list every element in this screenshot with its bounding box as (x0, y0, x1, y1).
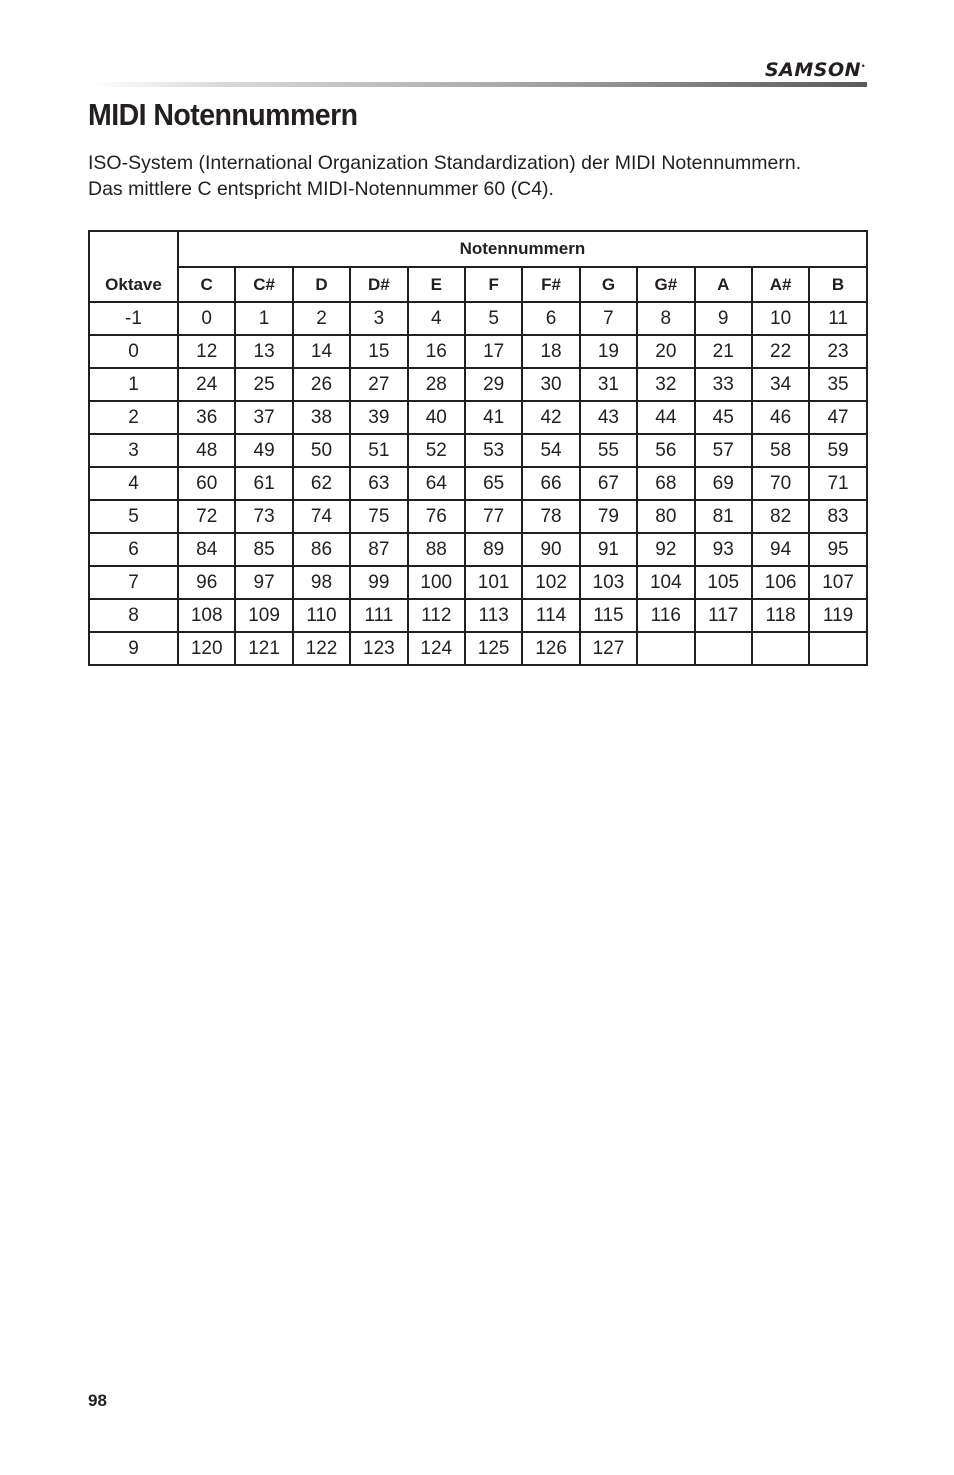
note-number-cell: 121 (235, 632, 292, 665)
intro-line-2: Das mittlere C entspricht MIDI-Notennummer 60 (C4). (88, 178, 554, 200)
note-number-cell: 116 (637, 599, 694, 632)
note-number-cell: 118 (752, 599, 809, 632)
octave-cell: 9 (89, 632, 178, 665)
octave-cell: 5 (89, 500, 178, 533)
note-number-cell (752, 632, 809, 665)
note-number-cell: 40 (408, 401, 465, 434)
note-number-cell: 103 (580, 566, 637, 599)
note-number-cell: 1 (235, 302, 292, 335)
table-super-header-row (89, 231, 867, 267)
header-rule (88, 82, 867, 87)
note-number-cell: 59 (809, 434, 867, 467)
note-number-cell: 33 (695, 368, 752, 401)
note-name-header: F (465, 267, 522, 302)
octave-cell: 4 (89, 467, 178, 500)
note-number-cell: 30 (522, 368, 579, 401)
note-number-cell: 83 (809, 500, 867, 533)
table-row (89, 368, 867, 401)
note-number-cell: 27 (350, 368, 407, 401)
table-row (89, 566, 867, 599)
table-row (89, 434, 867, 467)
note-name-header: D# (350, 267, 407, 302)
note-number-cell: 54 (522, 434, 579, 467)
note-number-cell: 47 (809, 401, 867, 434)
note-number-cell: 25 (235, 368, 292, 401)
note-number-cell: 114 (522, 599, 579, 632)
note-number-cell: 111 (350, 599, 407, 632)
note-number-cell: 49 (235, 434, 292, 467)
note-name-header: B (809, 267, 867, 302)
table-row (89, 467, 867, 500)
note-number-cell: 23 (809, 335, 867, 368)
note-number-cell: 2 (293, 302, 350, 335)
note-number-cell: 69 (695, 467, 752, 500)
note-number-cell: 43 (580, 401, 637, 434)
note-number-cell: 88 (408, 533, 465, 566)
note-number-cell: 24 (178, 368, 235, 401)
octave-cell: 3 (89, 434, 178, 467)
note-number-cell: 78 (522, 500, 579, 533)
note-number-cell: 64 (408, 467, 465, 500)
octave-cell: 0 (89, 335, 178, 368)
note-number-cell: 11 (809, 302, 867, 335)
octave-cell: 2 (89, 401, 178, 434)
table-row (89, 302, 867, 335)
note-number-cell: 44 (637, 401, 694, 434)
note-number-cell: 6 (522, 302, 579, 335)
note-number-cell: 63 (350, 467, 407, 500)
note-name-header-row (89, 267, 867, 302)
note-number-cell: 89 (465, 533, 522, 566)
note-number-cell: 120 (178, 632, 235, 665)
note-number-cell: 53 (465, 434, 522, 467)
note-number-cell: 105 (695, 566, 752, 599)
note-number-cell: 122 (293, 632, 350, 665)
note-number-cell: 58 (752, 434, 809, 467)
note-number-cell: 15 (350, 335, 407, 368)
note-number-cell: 86 (293, 533, 350, 566)
table-row (89, 335, 867, 368)
note-number-cell: 109 (235, 599, 292, 632)
note-number-cell: 123 (350, 632, 407, 665)
table-row (89, 533, 867, 566)
note-number-cell: 71 (809, 467, 867, 500)
note-number-cell: 9 (695, 302, 752, 335)
note-name-header: C# (235, 267, 292, 302)
note-number-cell: 57 (695, 434, 752, 467)
note-name-header: E (408, 267, 465, 302)
note-number-cell (695, 632, 752, 665)
note-number-cell: 101 (465, 566, 522, 599)
note-number-cell: 16 (408, 335, 465, 368)
note-name-header: D (293, 267, 350, 302)
octave-cell: -1 (89, 302, 178, 335)
note-number-cell (809, 632, 867, 665)
note-number-cell: 119 (809, 599, 867, 632)
note-number-cell: 13 (235, 335, 292, 368)
note-number-cell: 52 (408, 434, 465, 467)
midi-note-table (88, 230, 868, 666)
note-number-cell: 51 (350, 434, 407, 467)
note-number-cell: 94 (752, 533, 809, 566)
note-number-cell (637, 632, 694, 665)
note-number-cell: 93 (695, 533, 752, 566)
page-number: 98 (88, 1391, 107, 1410)
note-number-cell: 72 (178, 500, 235, 533)
note-number-cell: 107 (809, 566, 867, 599)
note-number-cell: 127 (580, 632, 637, 665)
note-number-cell: 41 (465, 401, 522, 434)
note-number-cell: 34 (752, 368, 809, 401)
note-number-cell: 21 (695, 335, 752, 368)
note-number-cell: 56 (637, 434, 694, 467)
note-number-cell: 48 (178, 434, 235, 467)
note-number-cell: 14 (293, 335, 350, 368)
octave-cell: 6 (89, 533, 178, 566)
brand-logo (765, 59, 866, 81)
note-number-cell: 79 (580, 500, 637, 533)
note-number-cell: 10 (752, 302, 809, 335)
note-number-cell: 96 (178, 566, 235, 599)
table-body (89, 302, 867, 665)
note-number-cell: 17 (465, 335, 522, 368)
note-number-cell: 100 (408, 566, 465, 599)
note-number-cell: 42 (522, 401, 579, 434)
note-number-cell: 76 (408, 500, 465, 533)
note-number-cell: 8 (637, 302, 694, 335)
note-number-cell: 95 (809, 533, 867, 566)
note-number-cell: 55 (580, 434, 637, 467)
note-numbers-header: Notennummern (178, 231, 867, 267)
intro-paragraph (88, 150, 878, 202)
note-number-cell: 31 (580, 368, 637, 401)
note-number-cell: 85 (235, 533, 292, 566)
intro-line-1: ISO-System (International Organization Standardization) der MIDI Notennummern. (88, 152, 802, 174)
octave-cell: 7 (89, 566, 178, 599)
note-number-cell: 61 (235, 467, 292, 500)
note-number-cell: 70 (752, 467, 809, 500)
note-number-cell: 84 (178, 533, 235, 566)
octave-column-header: Oktave (89, 231, 178, 302)
note-number-cell: 4 (408, 302, 465, 335)
note-number-cell: 5 (465, 302, 522, 335)
note-number-cell: 110 (293, 599, 350, 632)
note-number-cell: 62 (293, 467, 350, 500)
note-name-header: G (580, 267, 637, 302)
octave-cell: 1 (89, 368, 178, 401)
brand-name: SAMSON (764, 59, 862, 81)
note-number-cell: 22 (752, 335, 809, 368)
note-number-cell: 124 (408, 632, 465, 665)
note-number-cell: 39 (350, 401, 407, 434)
note-number-cell: 7 (580, 302, 637, 335)
note-name-header: F# (522, 267, 579, 302)
note-number-cell: 18 (522, 335, 579, 368)
note-number-cell: 80 (637, 500, 694, 533)
note-number-cell: 38 (293, 401, 350, 434)
note-number-cell: 35 (809, 368, 867, 401)
note-number-cell: 82 (752, 500, 809, 533)
note-number-cell: 0 (178, 302, 235, 335)
note-number-cell: 99 (350, 566, 407, 599)
note-number-cell: 68 (637, 467, 694, 500)
note-number-cell: 36 (178, 401, 235, 434)
note-number-cell: 3 (350, 302, 407, 335)
note-number-cell: 29 (465, 368, 522, 401)
note-number-cell: 113 (465, 599, 522, 632)
note-number-cell: 98 (293, 566, 350, 599)
note-number-cell: 97 (235, 566, 292, 599)
note-number-cell: 92 (637, 533, 694, 566)
note-number-cell: 74 (293, 500, 350, 533)
note-number-cell: 19 (580, 335, 637, 368)
table-row (89, 632, 867, 665)
note-number-cell: 91 (580, 533, 637, 566)
note-number-cell: 28 (408, 368, 465, 401)
note-number-cell: 60 (178, 467, 235, 500)
note-name-header: G# (637, 267, 694, 302)
note-name-header: A# (752, 267, 809, 302)
note-number-cell: 87 (350, 533, 407, 566)
note-number-cell: 26 (293, 368, 350, 401)
note-number-cell: 125 (465, 632, 522, 665)
note-number-cell: 45 (695, 401, 752, 434)
table-row (89, 500, 867, 533)
note-number-cell: 20 (637, 335, 694, 368)
table-row (89, 401, 867, 434)
note-number-cell: 65 (465, 467, 522, 500)
note-number-cell: 117 (695, 599, 752, 632)
note-number-cell: 81 (695, 500, 752, 533)
note-number-cell: 90 (522, 533, 579, 566)
table-row (89, 599, 867, 632)
note-name-header: A (695, 267, 752, 302)
note-number-cell: 67 (580, 467, 637, 500)
note-number-cell: 12 (178, 335, 235, 368)
note-number-cell: 77 (465, 500, 522, 533)
note-number-cell: 106 (752, 566, 809, 599)
note-number-cell: 126 (522, 632, 579, 665)
note-number-cell: 115 (580, 599, 637, 632)
note-number-cell: 73 (235, 500, 292, 533)
octave-cell: 8 (89, 599, 178, 632)
page-title: MIDI Notennummern (88, 97, 358, 132)
note-number-cell: 46 (752, 401, 809, 434)
note-number-cell: 104 (637, 566, 694, 599)
note-number-cell: 32 (637, 368, 694, 401)
note-number-cell: 108 (178, 599, 235, 632)
note-number-cell: 66 (522, 467, 579, 500)
brand-trademark-dot: • (861, 62, 866, 71)
note-number-cell: 75 (350, 500, 407, 533)
note-name-header: C (178, 267, 235, 302)
note-number-cell: 50 (293, 434, 350, 467)
note-number-cell: 112 (408, 599, 465, 632)
note-number-cell: 102 (522, 566, 579, 599)
note-number-cell: 37 (235, 401, 292, 434)
